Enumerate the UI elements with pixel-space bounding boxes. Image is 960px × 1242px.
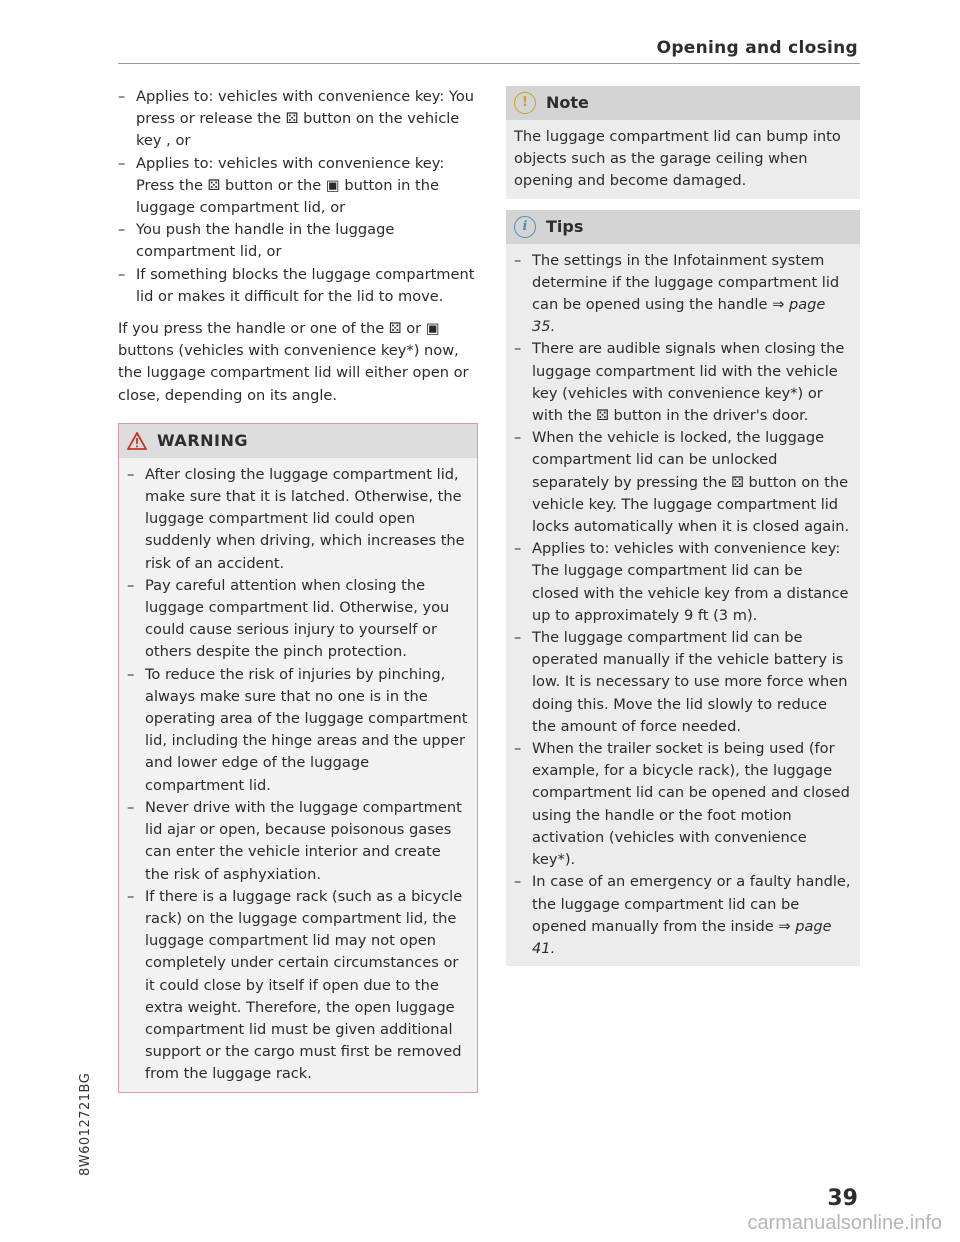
condition-list [118, 86, 478, 308]
page-reference-link[interactable]: page 41. [532, 917, 832, 957]
list-item: – Applies to: vehicles with convenience key: You press or release the ⚄ button on the vehicle key , or [118, 86, 478, 153]
list-item: – Applies to: vehicles with convenience key: The luggage compartment lid can be closed with the vehicle key from a distance up to approximately 9 ft (3 m). [514, 538, 852, 627]
list-item: – Pay careful attention when closing the luggage compartment lid. Otherwise, you could cause serious injury to yourself or others despite the pinch protection. [127, 575, 469, 664]
warning-title: WARNING [157, 430, 248, 450]
list-item: – Never drive with the luggage compartment lid ajar or open, because poisonous gases can enter the vehicle interior and create the risk of asphyxiation. [127, 797, 469, 886]
section-title: Opening and closing [656, 38, 858, 58]
note-header [506, 86, 860, 120]
document-code: 8W6012721BG [78, 1072, 93, 1176]
warning-triangle-icon [127, 432, 147, 450]
body-paragraph: If you press the handle or one of the ⚄ or ▣ buttons (vehicles with convenience key*) now, the luggage compartment lid will either open or close, depending on its angle. [118, 320, 469, 404]
exclamation-circle-icon: ! [514, 92, 536, 114]
list-item: – Applies to: vehicles with convenience key: Press the ⚄ button or the ▣ button in the luggage compartment lid, or [118, 153, 478, 220]
list-item: – The settings in the Infotainment system determine if the luggage compartment lid can be opened using the handle ⇒ page 35. [514, 250, 852, 339]
list-item: – To reduce the risk of injuries by pinching, always make sure that no one is in the operating area of the luggage compartment lid, including the hinge areas and the upper and lower edge of the luggage compartment lid. [127, 664, 469, 797]
note-box [506, 86, 860, 199]
note-body [506, 120, 860, 199]
left-column [118, 86, 478, 1093]
list-item: – When the vehicle is locked, the luggage compartment lid can be unlocked separately by pressing the ⚄ button on the vehicle key. The luggage compartment lid locks automatically when it is closed again. [514, 427, 852, 538]
info-circle-icon: i [514, 216, 536, 238]
watermark: carmanualsonline.info [747, 1212, 942, 1234]
list-item: – When the trailer socket is being used (for example, for a bicycle rack), the luggage compartment lid can be opened and closed using the handle or the foot motion activation (vehicles with convenience key*). [514, 738, 852, 871]
warning-header [119, 424, 477, 458]
list-item: – There are audible signals when closing the luggage compartment lid with the vehicle key (vehicles with convenience key*) or with the ⚄ button in the driver's door. [514, 338, 852, 427]
warning-list [127, 464, 469, 1086]
tips-header [506, 210, 860, 244]
list-item: – If there is a luggage rack (such as a bicycle rack) on the luggage compartment lid, the luggage compartment lid may not open completely under certain circumstances or it could close by itself if open due to the extra weight. Therefore, the open luggage compartment lid must be given additional support or the cargo must first be removed from the luggage rack. [127, 886, 469, 1086]
note-text: The luggage compartment lid can bump into objects such as the garage ceiling when opening and become damaged. [514, 128, 841, 190]
note-title: Note [546, 92, 589, 112]
right-column [506, 86, 860, 966]
tips-body [506, 244, 860, 967]
page-number: 39 [827, 1186, 858, 1211]
list-item: – If something blocks the luggage compartment lid or makes it difficult for the lid to move. [118, 264, 478, 308]
list-item: – In case of an emergency or a faulty handle, the luggage compartment lid can be opened manually from the inside ⇒ page 41. [514, 871, 852, 960]
page-reference-link[interactable]: page 35. [532, 296, 826, 336]
list-item: – After closing the luggage compartment lid, make sure that it is latched. Otherwise, the luggage compartment lid could open suddenly when driving, which increases the risk of an accident. [127, 464, 469, 575]
list-item: – You push the handle in the luggage compartment lid, or [118, 219, 478, 263]
warning-box [118, 423, 478, 1093]
warning-body [119, 458, 477, 1092]
tips-title: Tips [546, 216, 584, 236]
header-rule [118, 63, 860, 64]
tips-box [506, 210, 860, 967]
list-item: – The luggage compartment lid can be operated manually if the vehicle battery is low. It is necessary to use more force when doing this. Move the lid slowly to reduce the amount of force needed. [514, 627, 852, 738]
tips-list [514, 250, 852, 961]
